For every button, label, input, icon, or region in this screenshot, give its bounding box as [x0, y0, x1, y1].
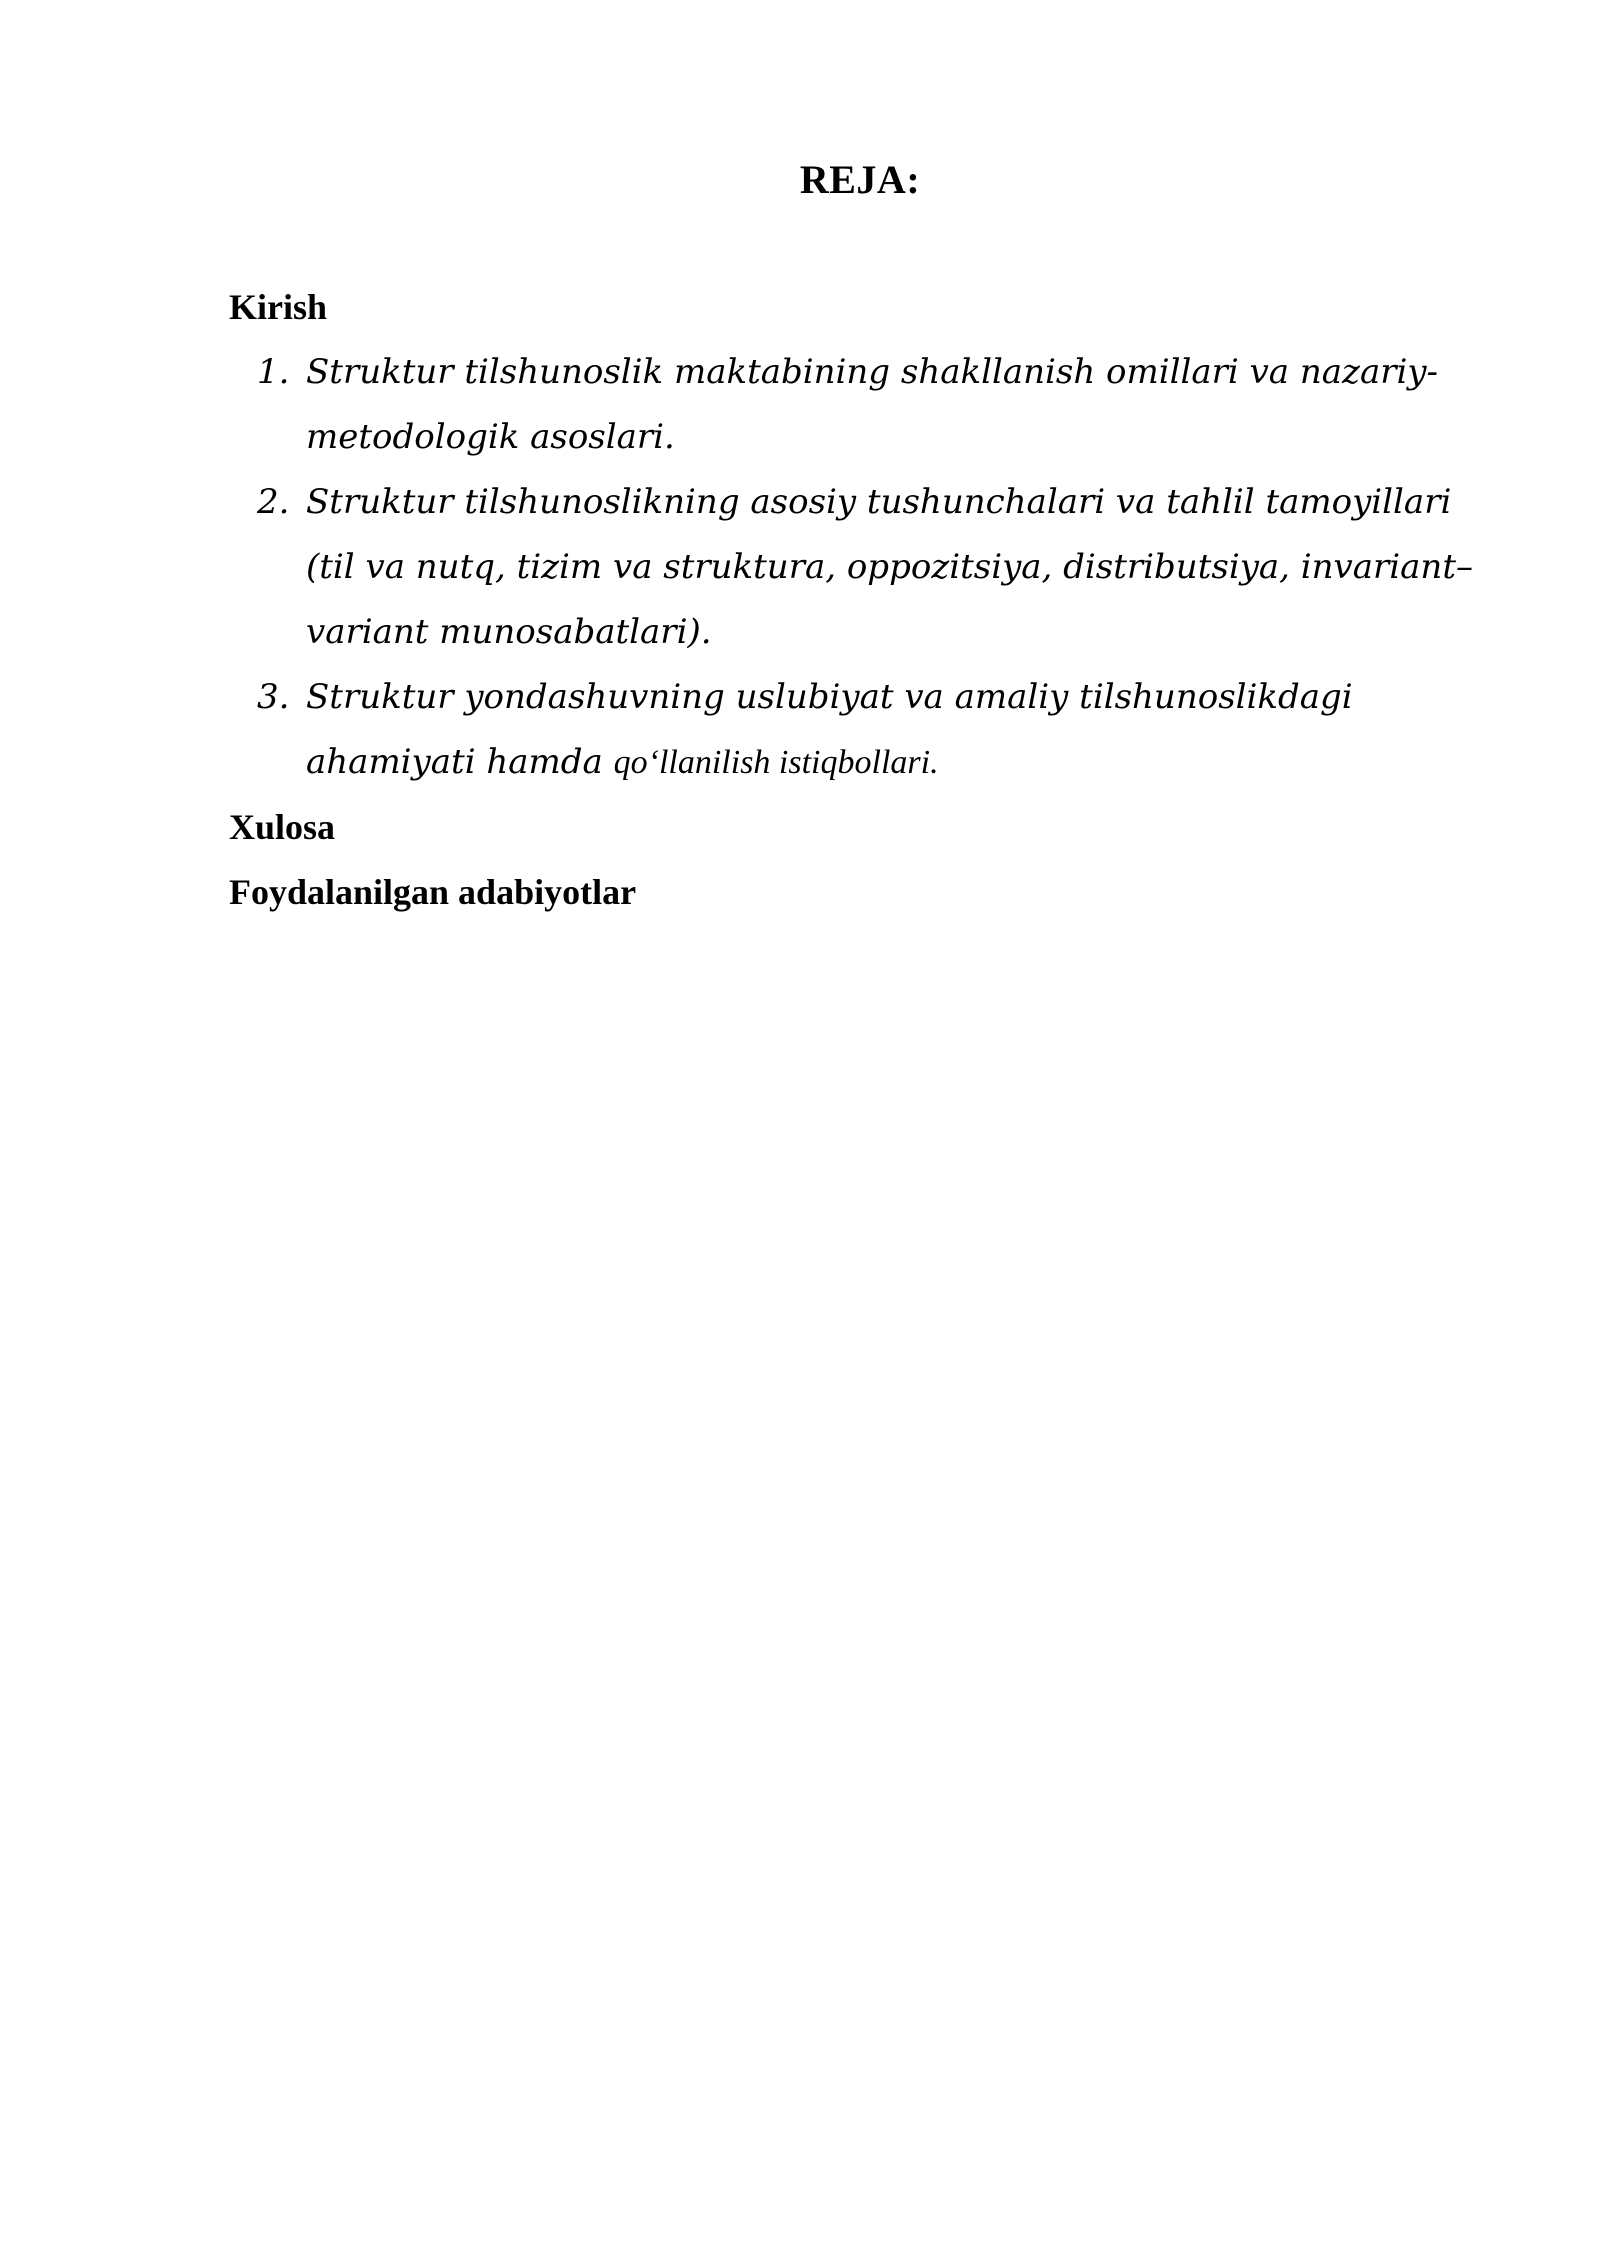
plan-item-text-start: Struktur yondashuvning uslubiyat va amaliy tilshunoslikdagi ahamiyati hamda	[306, 677, 1353, 782]
plan-item-2	[229, 470, 1529, 665]
plan-item-text-end: qo‘llanilish istiqbollari.	[613, 744, 939, 781]
plan-item-3	[229, 665, 1529, 795]
page-title: REJA:	[799, 157, 921, 202]
plan-item-1	[229, 340, 1529, 470]
plan-item-text	[306, 665, 1476, 795]
plan-content	[229, 275, 1529, 925]
plan-item-text: Struktur tilshunoslik maktabining shakllanish omillari va nazariy-metodologik asoslari.	[306, 352, 1439, 457]
references-heading: Foydalanilgan adabiyotlar	[229, 872, 637, 912]
intro-heading: Kirish	[229, 287, 328, 327]
plan-item-number: 3.	[257, 677, 290, 717]
plan-list	[229, 340, 1529, 795]
conclusion-heading: Xulosa	[229, 807, 336, 847]
plan-item-number: 1.	[257, 352, 290, 392]
plan-item-text: Struktur tilshunoslikning asosiy tushunchalari va tahlil tamoyillari (til va nutq, tizim va struktura, oppozitsiya, distributsiya, invariant–variant munosabatlari).	[306, 482, 1473, 652]
plan-item-number: 2.	[257, 482, 290, 522]
